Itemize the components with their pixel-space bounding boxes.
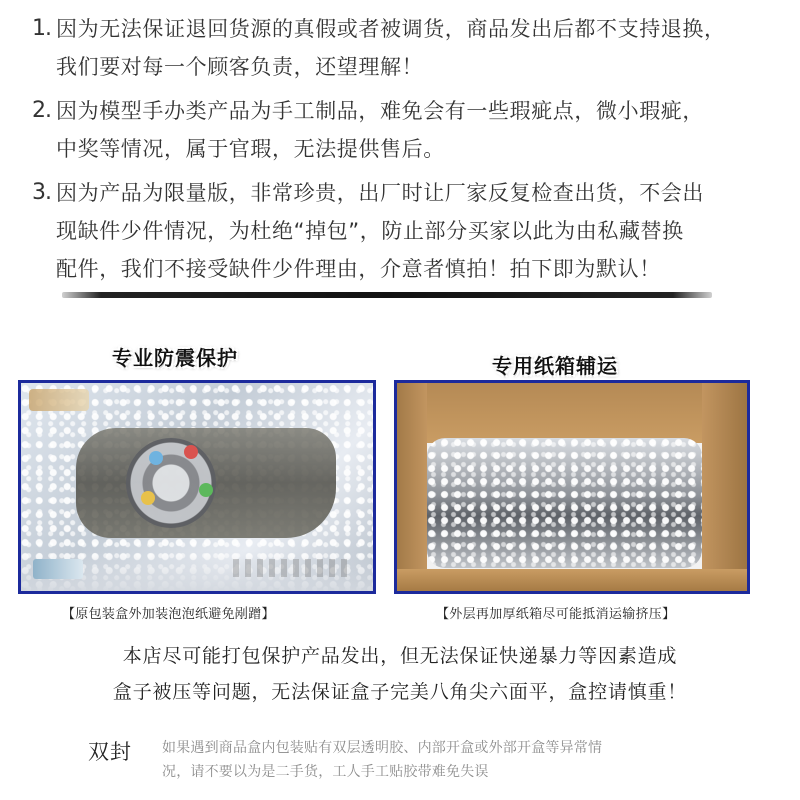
- notice-item-2: [32, 92, 782, 168]
- store-notice-line: 盒子被压等问题，无法保证盒子完美八角尖六面平，盒控请慎重！: [112, 681, 688, 703]
- bubble-wrapped-box-image: [21, 383, 373, 591]
- notice-number: 1.: [32, 16, 51, 41]
- notice-line: 现缺件少件情况，为杜绝“掉包”，防止部分买家以此为由私藏替换: [56, 219, 684, 243]
- left-panel-title: 专业防震保护: [112, 346, 238, 370]
- seal-description: [162, 736, 762, 784]
- box-edge: [397, 569, 747, 591]
- store-notice: [0, 638, 800, 710]
- box-brand-logo: [29, 389, 89, 411]
- left-panel-photo: [18, 380, 376, 594]
- notice-item-1: [32, 10, 782, 86]
- seal-line: 如果遇到商品盒内包装贴有双层透明胶、内部开盒或外部开盒等异常情: [162, 740, 603, 756]
- box-flap: [702, 383, 747, 591]
- box-flap: [397, 383, 747, 443]
- notice-line: 配件，我们不接受缺件少件理由，介意者慎拍！拍下即为默认！: [56, 257, 661, 281]
- notice-line: 因为产品为限量版，非常珍贵，出厂时让厂家反复检查出货，不会出: [56, 181, 704, 205]
- gem-icon: [149, 451, 163, 465]
- box-flap: [397, 383, 427, 591]
- notice-line: 因为模型手办类产品为手工制品，难免会有一些瑕疵点，微小瑕疵，: [56, 99, 704, 123]
- gem-icon: [141, 491, 155, 505]
- bubble-wrap-package-image: [427, 438, 702, 568]
- notice-line: 我们要对每一个顾客负责，还望理解！: [56, 55, 424, 79]
- right-panel-caption: 【外层再加厚纸箱尽可能抵消运输挤压】: [436, 607, 676, 622]
- notice-item-3: [32, 174, 782, 288]
- notice-list: [32, 10, 782, 294]
- gem-icon: [199, 483, 213, 497]
- left-panel-caption: 【原包装盒外加装泡泡纸避免剐蹭】: [62, 607, 275, 622]
- notice-line: 中奖等情况，属于官瑕，无法提供售后。: [56, 137, 445, 161]
- notice-number: 2.: [32, 98, 51, 123]
- section-divider: [62, 292, 712, 298]
- right-panel-photo: [394, 380, 750, 594]
- gem-icon: [184, 445, 198, 459]
- box-series-logo: [33, 559, 83, 579]
- seal-label: 双封: [88, 740, 132, 764]
- box-small-icons: [233, 559, 353, 577]
- right-panel-title: 专用纸箱辅运: [492, 354, 618, 378]
- notice-number: 3.: [32, 180, 51, 205]
- store-notice-line: 本店尽可能打包保护产品发出，但无法保证快递暴力等因素造成: [122, 645, 678, 667]
- seal-line: 况，请不要以为是二手货，工人手工贴胶带难免失误: [162, 764, 489, 780]
- cardboard-box-image: [397, 383, 747, 591]
- notice-line: 因为无法保证退回货源的真假或者被调货，商品发出后都不支持退换，: [56, 17, 726, 41]
